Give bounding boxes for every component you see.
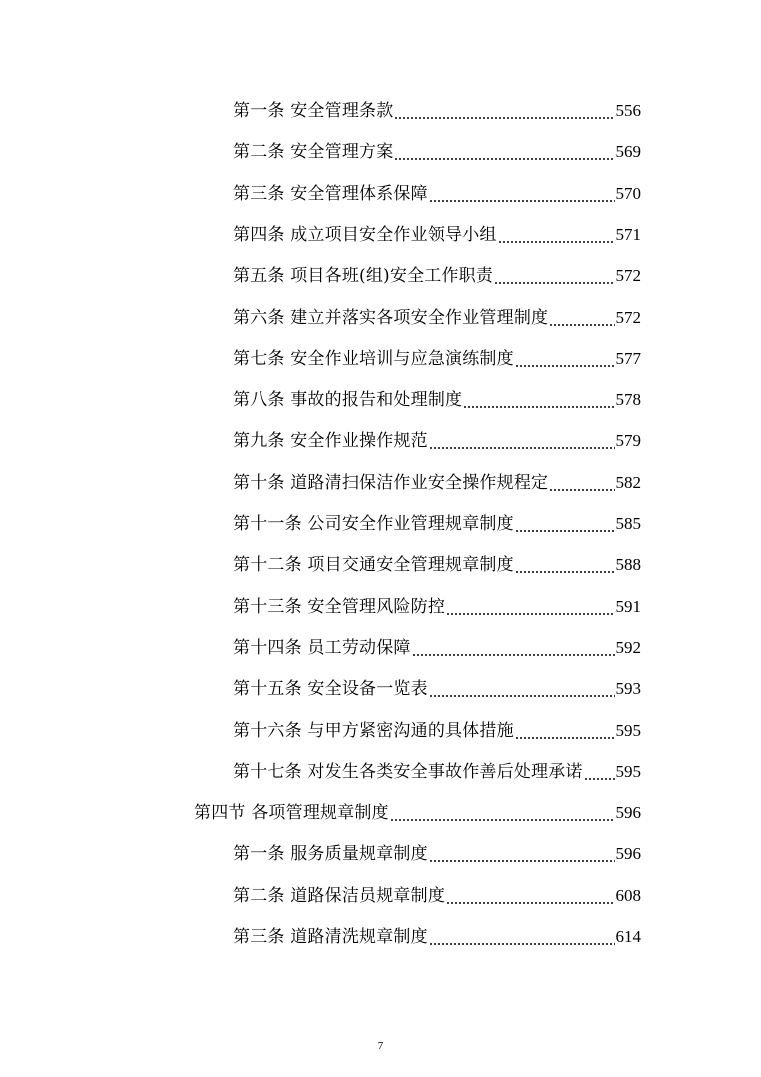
toc-entry-number: 第二条 <box>233 885 285 906</box>
toc-entry-number: 第三条 <box>233 183 285 204</box>
toc-entry-page: 571 <box>615 224 641 244</box>
toc-entry-number: 第四条 <box>233 224 285 245</box>
toc-entry-number: 第五条 <box>233 266 285 287</box>
toc-entry-page: 614 <box>615 927 641 946</box>
toc-entry-number: 第十三条 <box>233 596 302 617</box>
toc-entry-page: 595 <box>615 720 641 740</box>
dot-leader <box>390 802 615 824</box>
toc-entry-text: 项目各班(组)安全工作职责 <box>290 266 494 287</box>
toc-entry-page: 572 <box>615 307 641 327</box>
page-number: 7 <box>377 1040 384 1052</box>
dot-leader <box>412 637 615 659</box>
toc-entry-text: 建立并落实各项安全作业管理制度 <box>290 307 549 328</box>
dot-leader <box>515 554 615 576</box>
toc-entry-page: 588 <box>615 555 641 575</box>
toc-entry-title <box>233 100 393 122</box>
toc-entry-page: 591 <box>615 596 641 616</box>
dot-leader <box>429 678 615 700</box>
toc-entry-page: 582 <box>615 472 641 492</box>
toc-entry-page: 608 <box>615 885 641 905</box>
dot-leader <box>429 926 615 948</box>
toc-entry-title <box>233 389 462 411</box>
toc-entry-title <box>233 843 428 865</box>
toc-entry-text: 服务质量规章制度 <box>290 844 428 865</box>
toc-entry-number: 第八条 <box>233 390 285 411</box>
toc-entry-page: 577 <box>615 348 641 368</box>
toc-entry[interactable] <box>233 92 641 122</box>
dot-leader <box>446 885 614 907</box>
toc-entry-text: 项目交通安全管理规章制度 <box>307 555 514 576</box>
toc-entry[interactable] <box>233 175 641 205</box>
toc-entry-text: 安全作业操作规范 <box>290 431 428 452</box>
toc-entry-text: 安全作业培训与应急演练制度 <box>290 348 514 369</box>
toc-entry-page: 569 <box>615 142 641 162</box>
toc-entry-text: 对发生各类安全事故作善后处理承诺 <box>307 761 583 782</box>
toc-entry-title <box>233 430 428 452</box>
toc-entry[interactable] <box>233 712 641 742</box>
toc-entry-title <box>233 596 445 618</box>
dot-leader <box>429 843 615 865</box>
toc-entry-title <box>233 348 514 370</box>
toc-entry-title <box>233 472 548 494</box>
toc-entry-number: 第九条 <box>233 431 285 452</box>
toc-entry[interactable] <box>233 670 641 700</box>
toc-entry-page: 570 <box>615 183 641 203</box>
toc-entry[interactable] <box>233 381 641 411</box>
toc-entry[interactable] <box>233 753 641 783</box>
toc-entry-title <box>233 513 514 535</box>
toc-entry-page: 578 <box>615 390 641 410</box>
toc-entry-title <box>233 885 445 907</box>
toc-entry-page: 585 <box>615 514 641 533</box>
toc-entry-title <box>194 802 389 824</box>
toc-entry[interactable] <box>233 340 641 370</box>
toc-entry[interactable] <box>233 588 641 618</box>
toc-section-entry[interactable] <box>194 794 641 824</box>
toc-entry-page: 596 <box>615 803 641 823</box>
toc-entry-number: 第六条 <box>233 307 285 328</box>
toc-entry-page: 592 <box>615 637 641 657</box>
toc-entry-text: 各项管理规章制度 <box>251 803 389 824</box>
toc-entry-number: 第一条 <box>233 101 285 121</box>
toc-entry[interactable] <box>233 422 641 452</box>
toc-entry-page: 556 <box>615 101 641 120</box>
toc-entry[interactable] <box>233 505 641 535</box>
toc-entry-number: 第十四条 <box>233 637 302 658</box>
toc-entry-text: 安全管理方案 <box>290 142 394 163</box>
dot-leader <box>515 513 615 535</box>
dot-leader <box>494 265 614 287</box>
toc-entry-text: 安全管理条款 <box>290 101 394 121</box>
toc-entry-text: 事故的报告和处理制度 <box>290 390 463 411</box>
toc-entry-title <box>233 637 411 659</box>
toc-entry-text: 员工劳动保障 <box>307 637 411 658</box>
toc-entry[interactable] <box>233 835 641 865</box>
toc-entry[interactable] <box>233 546 641 576</box>
dot-leader <box>549 472 614 494</box>
toc-entry-number: 第十条 <box>233 472 285 493</box>
toc-entry-text: 安全管理体系保障 <box>290 183 428 204</box>
toc-entry[interactable] <box>233 629 641 659</box>
toc-entry-title <box>233 224 497 246</box>
toc-entry[interactable] <box>233 299 641 329</box>
toc-entry-number: 第四节 <box>194 803 246 824</box>
toc-entry-page: 572 <box>615 266 641 286</box>
dot-leader <box>446 596 614 618</box>
dot-leader <box>429 430 615 452</box>
toc-entry-text: 成立项目安全作业领导小组 <box>290 224 497 245</box>
toc-entry-page: 595 <box>615 761 641 781</box>
toc-entry-page: 596 <box>615 844 641 864</box>
toc-entry-title <box>233 926 428 948</box>
dot-leader <box>584 761 615 783</box>
toc-entry-page: 579 <box>615 431 641 451</box>
dot-leader <box>463 389 614 411</box>
toc-entry-text: 安全管理风险防控 <box>307 596 446 617</box>
toc-entry[interactable] <box>233 216 641 246</box>
toc-entry-number: 第十五条 <box>233 679 302 700</box>
toc-entry[interactable] <box>233 257 641 287</box>
toc-entry-number: 第三条 <box>233 927 285 947</box>
toc-entry-number: 第二条 <box>233 142 285 163</box>
toc-entry-number: 第十二条 <box>233 555 302 576</box>
toc-entry-text: 道路清扫保洁作业安全操作规程定 <box>290 472 549 493</box>
toc-entry-number: 第十六条 <box>233 720 302 741</box>
toc-entry-title <box>233 265 493 287</box>
toc-entry-number: 第一条 <box>233 844 285 865</box>
toc-entry[interactable] <box>233 877 641 907</box>
dot-leader <box>498 224 615 246</box>
dot-leader <box>429 183 615 205</box>
toc-entry-text: 安全设备一览表 <box>307 679 428 700</box>
dot-leader <box>549 307 614 329</box>
toc-entry-title <box>233 141 393 163</box>
toc-entry-title <box>233 761 583 783</box>
toc-entry[interactable] <box>233 133 641 163</box>
toc-entry-title <box>233 307 548 329</box>
toc-entry-title <box>233 554 514 576</box>
dot-leader <box>515 720 615 742</box>
toc-entry-text: 道路清洗规章制度 <box>290 927 428 947</box>
toc-entry-text: 与甲方紧密沟通的具体措施 <box>307 720 514 741</box>
toc-entry-number: 第七条 <box>233 348 285 369</box>
dot-leader <box>394 100 614 122</box>
toc-entry-title <box>233 720 514 742</box>
toc-entry-text: 公司安全作业管理规章制度 <box>307 514 514 534</box>
toc-entry-text: 道路保洁员规章制度 <box>290 885 446 906</box>
toc-entry[interactable] <box>233 464 641 494</box>
dot-leader <box>515 348 615 370</box>
dot-leader <box>394 141 614 163</box>
toc-entry-title <box>233 183 428 205</box>
toc-entry-number: 第十一条 <box>233 514 302 534</box>
toc-entry-number: 第十七条 <box>233 761 302 782</box>
toc-entry-page: 593 <box>615 679 641 699</box>
toc-entry-title <box>233 678 428 700</box>
toc-entry[interactable] <box>233 918 641 948</box>
